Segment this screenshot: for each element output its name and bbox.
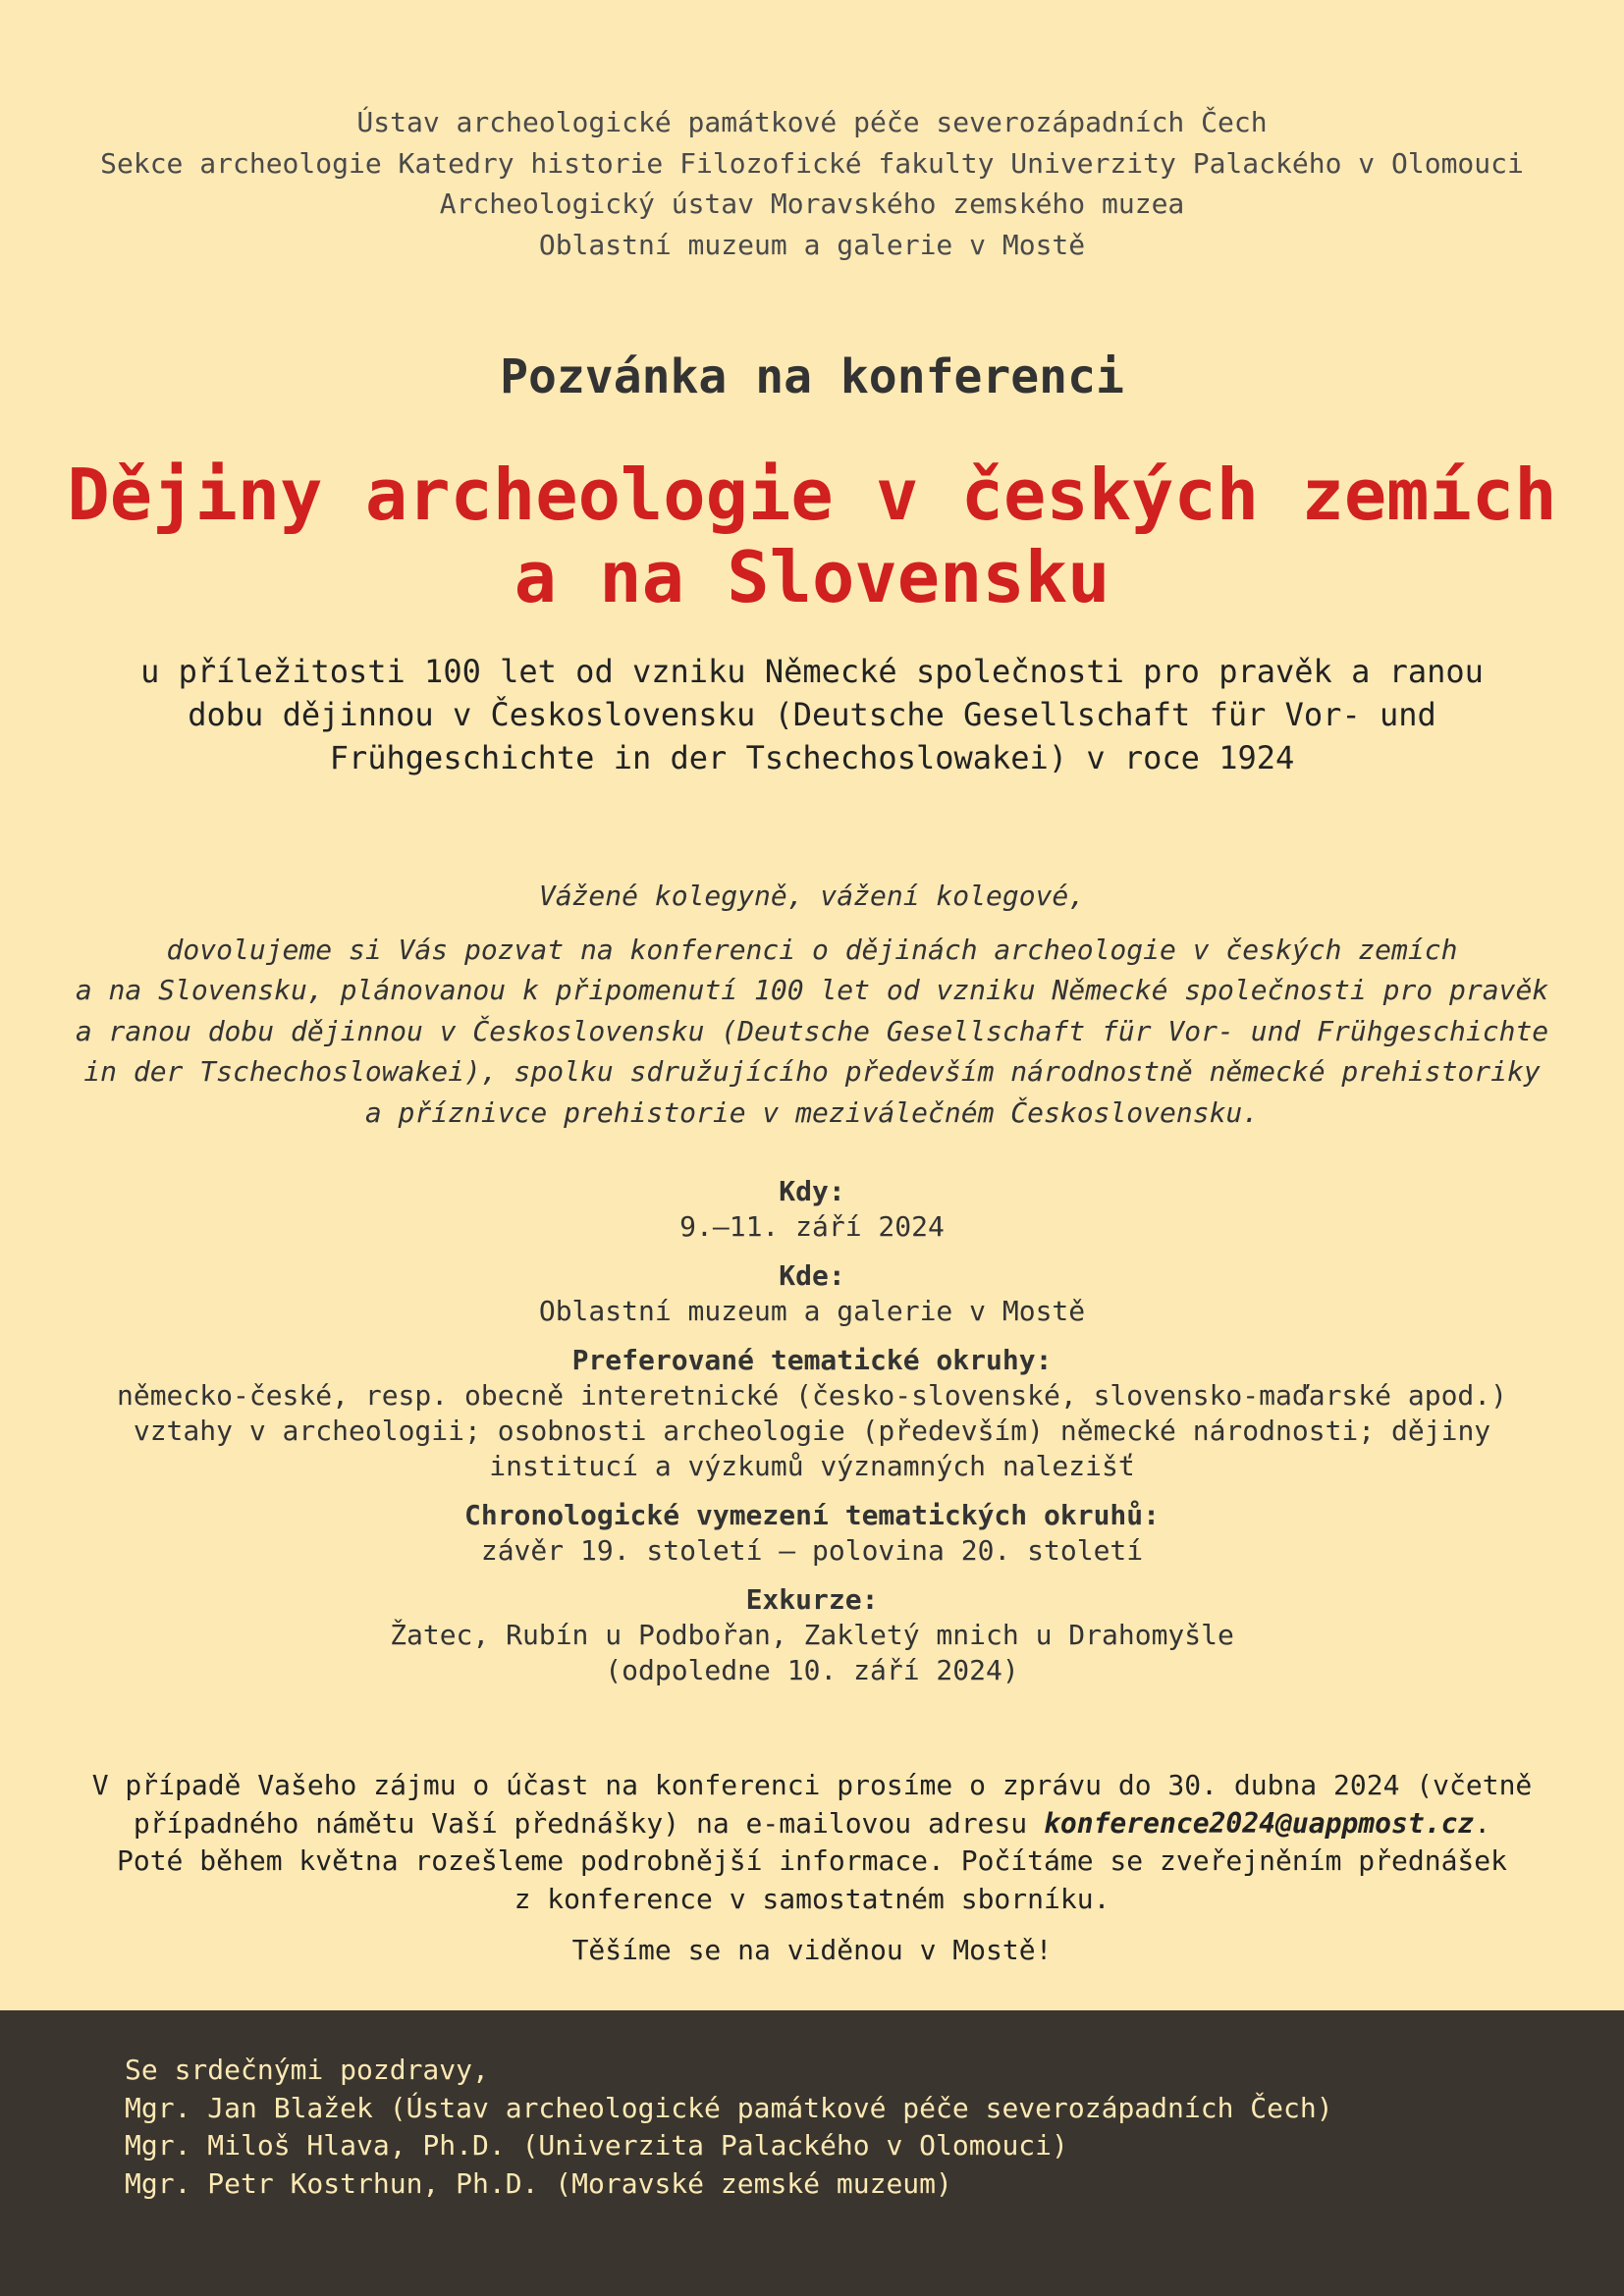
invitation-letter	[0, 876, 1624, 1133]
registration-line: V případě Vašeho zájmu o účast na konferenci prosíme o zprávu do 30. dubna 2024 (včetně	[91, 1769, 1533, 1801]
registration-info	[0, 1767, 1624, 1970]
where-block	[0, 1258, 1624, 1329]
chronology-block	[0, 1498, 1624, 1569]
letter-line: a na Slovensku, plánovanou k připomenutí 100 let od vzniku Německé společnosti pro pravěk	[75, 974, 1549, 1006]
topics-label: Preferované tematické okruhy:	[571, 1344, 1053, 1376]
conference-title-line: Dějiny archeologie v českých zemích	[67, 454, 1557, 536]
letter-line: a příznivce prehistorie v meziválečném Československu.	[364, 1095, 1260, 1129]
letter-line: a ranou dobu dějinnou v Československu (Deutsche Gesellschaft für Vor- und Frühgeschichte	[75, 1014, 1549, 1047]
signature-footer	[0, 2010, 1624, 2296]
invitation-heading: Pozvánka na konferenci	[500, 349, 1124, 404]
registration-line: Poté během května rozešleme podrobnější informace. Počítáme se zveřejněním přednášek	[116, 1844, 1508, 1877]
topics-block	[0, 1343, 1624, 1484]
chronology-value: závěr 19. století – polovina 20. století	[480, 1534, 1144, 1567]
organizers-list	[0, 102, 1624, 265]
conference-details	[0, 1174, 1624, 1702]
excursion-block	[0, 1582, 1624, 1688]
excursion-label: Exkurze:	[745, 1583, 879, 1616]
registration-text: .	[1474, 1806, 1491, 1840]
subtitle-line: Frühgeschichte in der Tschechoslowakei) v roce 1924	[329, 739, 1295, 776]
excursion-line: (odpoledne 10. září 2024)	[605, 1654, 1019, 1686]
chronology-label: Chronologické vymezení tematických okruhů:	[463, 1499, 1160, 1531]
organizer-line: Oblastní muzeum a galerie v Mostě	[538, 228, 1086, 261]
subtitle-line: u příležitosti 100 let od vzniku Německé společnosti pro pravěk a ranou	[140, 653, 1484, 690]
conference-title	[0, 454, 1624, 618]
contact-email-link[interactable]: konference2024@uappmost.cz	[1044, 1806, 1475, 1840]
conference-title-line: a na Slovensku	[514, 536, 1110, 618]
signature-person: Mgr. Miloš Hlava, Ph.D. (Univerzita Palackého v Olomouci)	[125, 2129, 1068, 2162]
topics-line: německo-české, resp. obecně interetnické (česko-slovenské, slovensko-maďarské apod.)	[116, 1379, 1508, 1412]
organizer-line: Archeologický ústav Moravského zemského muzea	[439, 187, 1185, 220]
letter-salutation: Vážené kolegyně, vážení kolegové,	[538, 880, 1086, 912]
letter-line: in der Tschechoslowakei), spolku sdružujícího především národnostně německé prehistoriky	[83, 1055, 1541, 1088]
registration-line: z konference v samostatném sborníku.	[514, 1882, 1110, 1915]
signature-person: Mgr. Petr Kostrhun, Ph.D. (Moravské zemské muzeum)	[125, 2166, 952, 2200]
registration-line	[0, 1805, 1624, 1843]
organizer-line: Sekce archeologie Katedry historie Filozofické fakulty Univerzity Palackého v Olomouci	[100, 146, 1524, 180]
farewell-line: Těšíme se na viděnou v Mostě!	[571, 1934, 1053, 1966]
where-value: Oblastní muzeum a galerie v Mostě	[538, 1295, 1086, 1327]
signature-person: Mgr. Jan Blažek (Ústav archeologické památkové péče severozápadních Čech)	[125, 2091, 1333, 2124]
when-label: Kdy:	[779, 1175, 845, 1207]
subtitle-line: dobu dějinnou v Československu (Deutsche Gesellschaft für Vor- und	[188, 696, 1436, 733]
signature-greeting: Se srdečnými pozdravy,	[125, 2054, 489, 2086]
letter-line: dovolujeme si Vás pozvat na konferenci o dějinách archeologie v českých zemích	[166, 933, 1458, 966]
where-label: Kde:	[779, 1259, 845, 1292]
signature-block	[125, 2052, 1333, 2203]
registration-text: případného námětu Vaší přednášky) na e-mailovou adresu	[133, 1806, 1044, 1840]
when-value: 9.–11. září 2024	[679, 1210, 945, 1243]
organizer-line: Ústav archeologické památkové péče severozápadních Čech	[356, 106, 1268, 138]
conference-subtitle	[0, 650, 1624, 779]
when-block	[0, 1174, 1624, 1245]
topics-line: institucí a výzkumů významných nalezišť	[489, 1450, 1135, 1482]
excursion-line: Žatec, Rubín u Podbořan, Zakletý mnich u Drahomyšle	[390, 1619, 1234, 1651]
topics-line: vztahy v archeologii; osobnosti archeologie (především) německé národnosti; dějiny	[133, 1415, 1491, 1447]
